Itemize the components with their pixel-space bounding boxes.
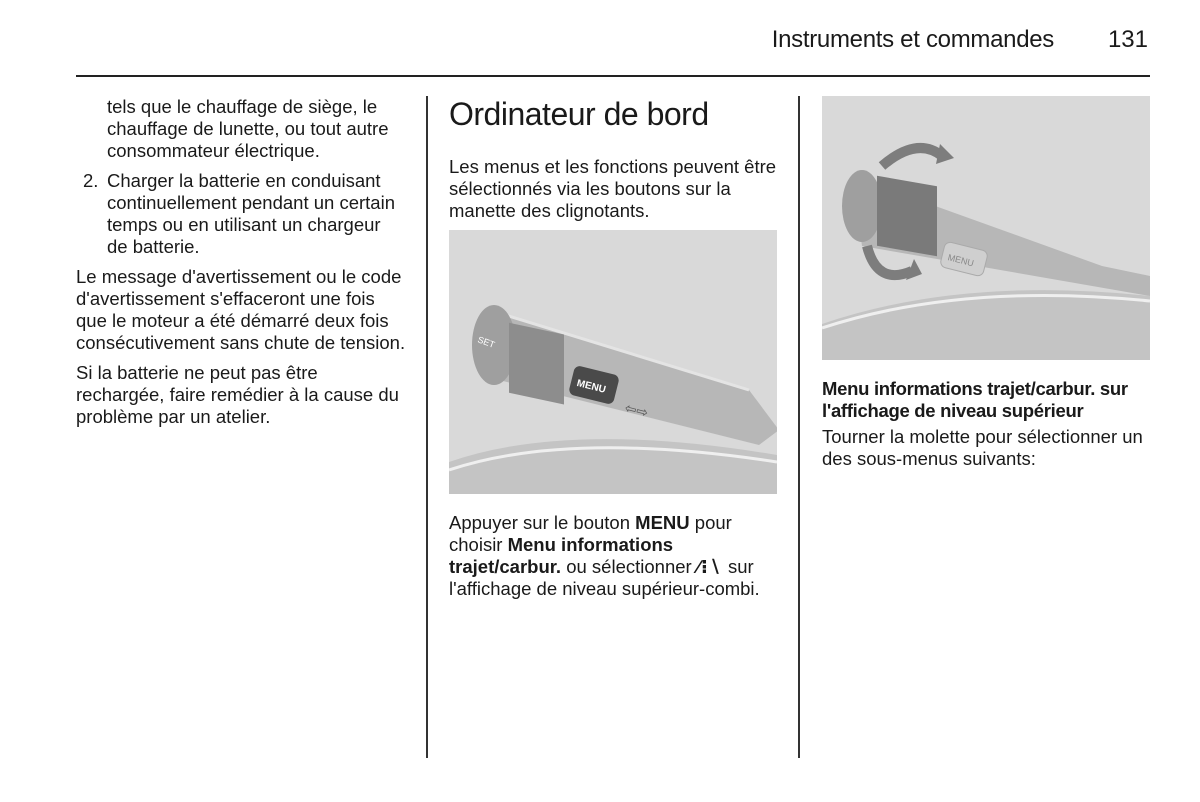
menu-instructions-paragraph xyxy=(449,512,779,600)
column-3 xyxy=(822,96,1152,478)
svg-text:⇦⇨: ⇦⇨ xyxy=(623,399,650,421)
paragraph-battery-recharge: Si la batterie ne peut pas être rechargée, faire remédier à la cause du problème par un atelier. xyxy=(76,362,399,427)
list-item-2 xyxy=(76,170,406,258)
section-title: Ordinateur de bord xyxy=(449,96,709,132)
column-divider-2 xyxy=(798,96,800,758)
text-run: Appuyer sur le bouton xyxy=(449,512,636,533)
menu-button-name: MENU xyxy=(635,512,690,533)
selection-symbols: ∕⁝∖ xyxy=(696,556,723,577)
page-number: 131 xyxy=(1107,26,1148,53)
svg-text:SET: SET xyxy=(476,334,497,350)
column-1 xyxy=(76,96,406,436)
stalk-thumbwheel-illustration xyxy=(822,96,1150,360)
column-2 xyxy=(449,96,779,608)
thumbwheel-instructions: Tourner la molette pour sélectionner un des sous-menus suivants: xyxy=(822,426,1143,469)
header-divider xyxy=(76,75,1150,77)
list-item-continuation: tels que le chauffage de siège, le chauffage de lunette, ou tout autre consommateur électrique. xyxy=(107,96,389,161)
figure1-menu-label: MENU xyxy=(575,377,607,396)
intro-paragraph: Les menus et les fonctions peuvent être sélectionnés via les boutons sur la manette des clignotants. xyxy=(449,156,777,221)
section-header-title: Instruments et commandes xyxy=(771,26,1054,53)
text-run: sur l'affichage de niveau supérieur-combi. xyxy=(449,556,760,599)
menu-name: Menu informations trajet/carbur. xyxy=(449,534,674,577)
list-item-text: Charger la batterie en conduisant continuellement pendant un certain temps ou en utilisant un chargeur de batterie. xyxy=(107,170,395,257)
list-item-number: 2. xyxy=(83,170,99,191)
text-run: pour choisir xyxy=(449,512,732,555)
column-divider-1 xyxy=(426,96,428,758)
subheading: Menu informations trajet/carbur. sur l'affichage de niveau supérieur xyxy=(822,378,1128,421)
stalk-menu-button-illustration xyxy=(449,230,777,494)
figure2-menu-label: MENU xyxy=(946,252,975,269)
text-run: ou sélectionner xyxy=(561,556,697,577)
paragraph-warning-message: Le message d'avertissement ou le code d'avertissement s'effaceront une fois que le moteur a été démarré deux fois consécutivement sans chute de tension. xyxy=(76,266,406,353)
